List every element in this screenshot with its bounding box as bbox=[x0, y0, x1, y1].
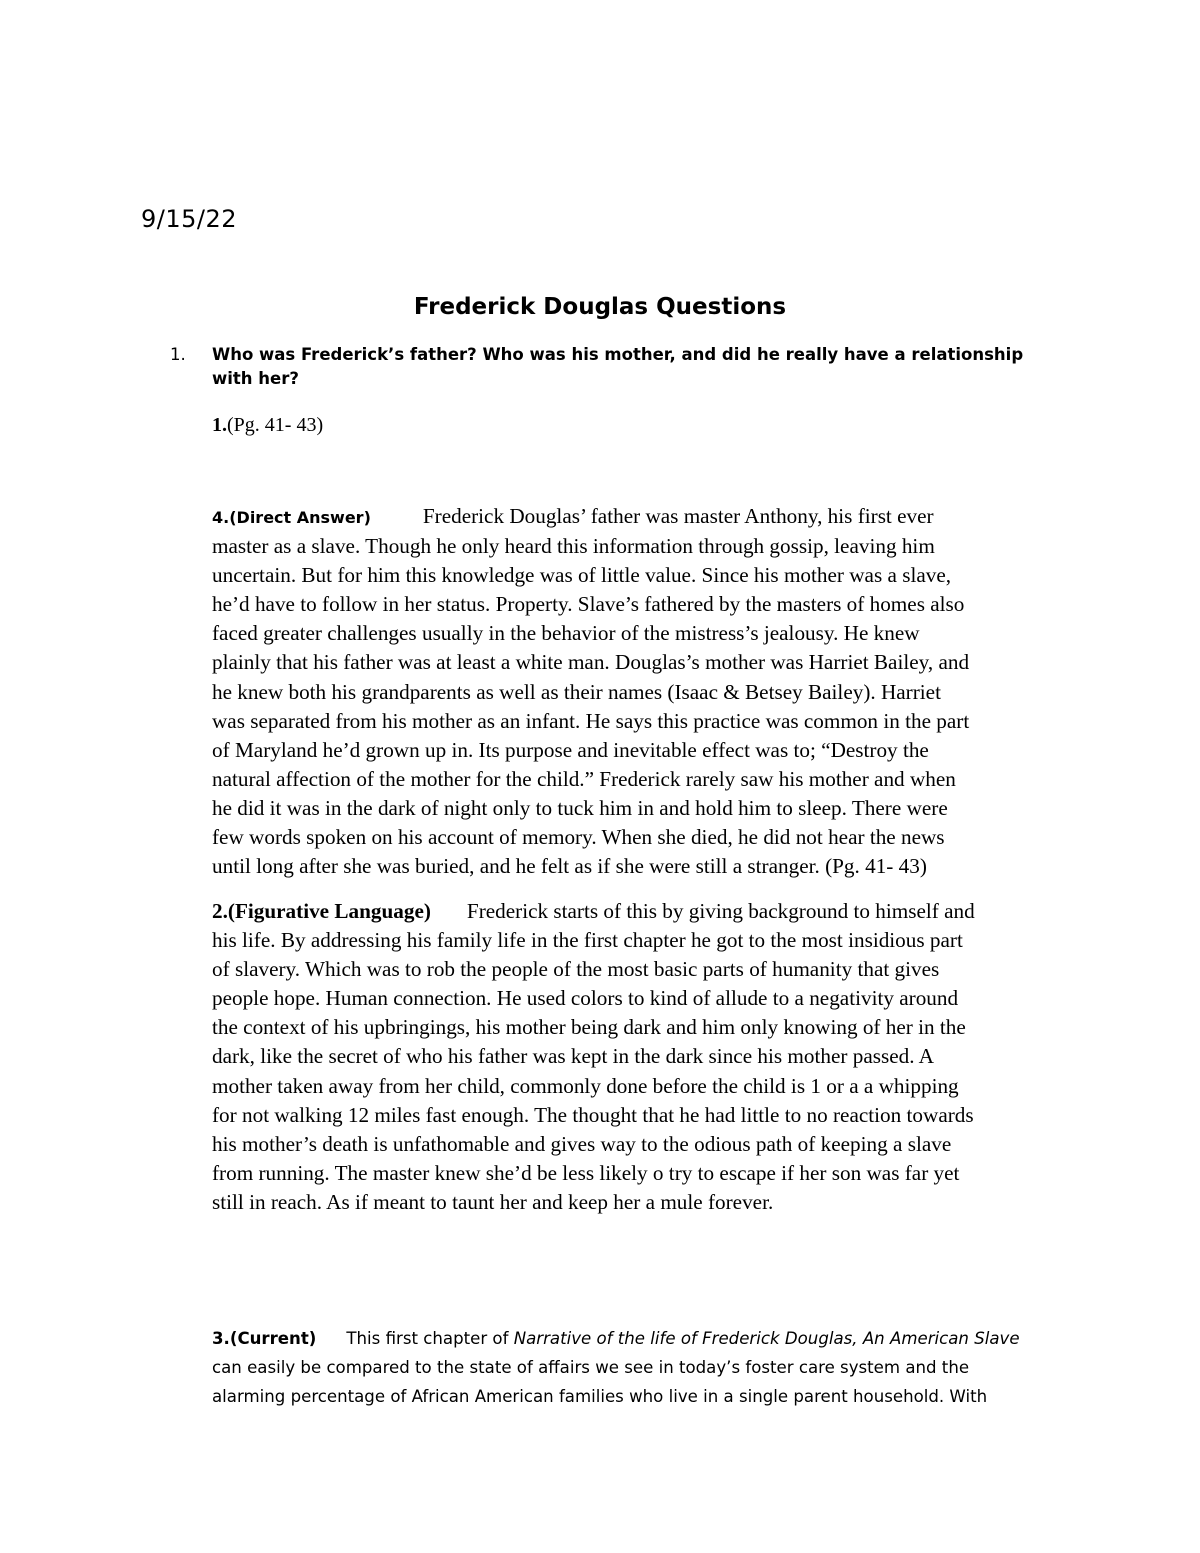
text-line: still in reach. As if meant to taunt her and keep her a mule forever. bbox=[212, 1189, 774, 1214]
text-line: he did it was in the dark of night only to tuck him in and hold him to sleep. There were bbox=[212, 795, 948, 820]
text-line: from running. The master knew she’d be less likely o try to escape if her son was far yet bbox=[212, 1160, 960, 1185]
question-text: Who was Frederick’s father? Who was his mother, and did he really have a relationship with her? bbox=[212, 345, 1024, 388]
current-label: (Current) bbox=[229, 1329, 317, 1348]
current-paragraph bbox=[212, 1324, 1070, 1411]
text-line: plainly that his father was at least a white man. Douglas’s mother was Harriet Bailey, and bbox=[212, 650, 970, 675]
direct-answer-number: 4. bbox=[212, 508, 230, 527]
direct-answer-first-line bbox=[212, 502, 1070, 532]
text-line: mother taken away from her child, commonly done before the child is 1 or a a whipping bbox=[212, 1073, 959, 1098]
text-line: until long after she was buried, and he felt as if she were still a stranger. (Pg. 41- 43) bbox=[212, 854, 927, 879]
text-line: uncertain. But for him this knowledge was of little value. Since his mother was a slave, bbox=[212, 563, 952, 588]
current-number: 3. bbox=[212, 1329, 230, 1348]
text-line: Frederick Douglas’ father was master Anthony, his first ever bbox=[422, 504, 934, 528]
document-date: 9/15/22 bbox=[141, 205, 238, 233]
text-line: alarming percentage of African American families who live in a single parent household. With bbox=[212, 1387, 988, 1406]
figurative-language-paragraph bbox=[212, 897, 1070, 1217]
text-line: his mother’s death is unfathomable and gives way to the odious path of keeping a slave bbox=[212, 1131, 952, 1156]
text-line: people hope. Human connection. He used colors to kind of allude to a negativity around bbox=[212, 986, 959, 1011]
text-line: was separated from his mother as an infant. He says this practice was common in the part bbox=[212, 708, 970, 733]
direct-answer-label: (Direct Answer) bbox=[229, 508, 371, 527]
text-line: he knew both his grandparents as well as their names (Isaac & Betsey Bailey). Harriet bbox=[212, 679, 941, 704]
figurative-language-number: 2. bbox=[212, 899, 228, 923]
page-reference-number: 1. bbox=[212, 414, 227, 436]
question-number: 1. bbox=[170, 345, 186, 364]
text-line: Frederick starts of this by giving background to himself and bbox=[466, 899, 975, 923]
text-line: he’d have to follow in her status. Property. Slave’s fathered by the masters of homes also bbox=[212, 592, 965, 617]
page-reference-text: (Pg. 41- 43) bbox=[227, 414, 324, 436]
page-reference bbox=[212, 414, 323, 437]
text-line: This first chapter of bbox=[346, 1329, 514, 1348]
current-first-line bbox=[212, 1324, 1070, 1353]
text-line: faced greater challenges usually in the behavior of the mistress’s jealousy. He knew bbox=[212, 621, 920, 646]
text-line: natural affection of the mother for the child.” Frederick rarely saw his mother and when bbox=[212, 766, 956, 791]
text-line: dark, like the secret of who his father was kept in the dark since his mother passed. A bbox=[212, 1044, 934, 1069]
text-line: master as a slave. Though he only heard this information through gossip, leaving him bbox=[212, 534, 935, 559]
document-title: Frederick Douglas Questions bbox=[413, 294, 787, 320]
text-line: of slavery. Which was to rob the people of the most basic parts of humanity that gives bbox=[212, 957, 940, 982]
book-title: Narrative of the life of Frederick Douglas, An American Slave bbox=[513, 1329, 1020, 1348]
text-line: of Maryland he’d grown up in. Its purpose and inevitable effect was to; “Destroy the bbox=[212, 737, 929, 762]
text-line: his life. By addressing his family life in the first chapter he got to the most insidious part bbox=[212, 928, 963, 953]
text-line: few words spoken on his account of memory. When she died, he did not hear the news bbox=[212, 825, 945, 850]
text-line: can easily be compared to the state of affairs we see in today’s foster care system and the bbox=[212, 1358, 970, 1377]
figurative-language-label: (Figurative Language) bbox=[227, 899, 431, 923]
figurative-language-first-line bbox=[212, 897, 1070, 926]
text-line: for not walking 12 miles fast enough. The thought that he had little to no reaction towards bbox=[212, 1102, 974, 1127]
text-line: the context of his upbringings, his mother being dark and him only knowing of her in the bbox=[212, 1015, 966, 1040]
direct-answer-paragraph bbox=[212, 502, 1070, 881]
